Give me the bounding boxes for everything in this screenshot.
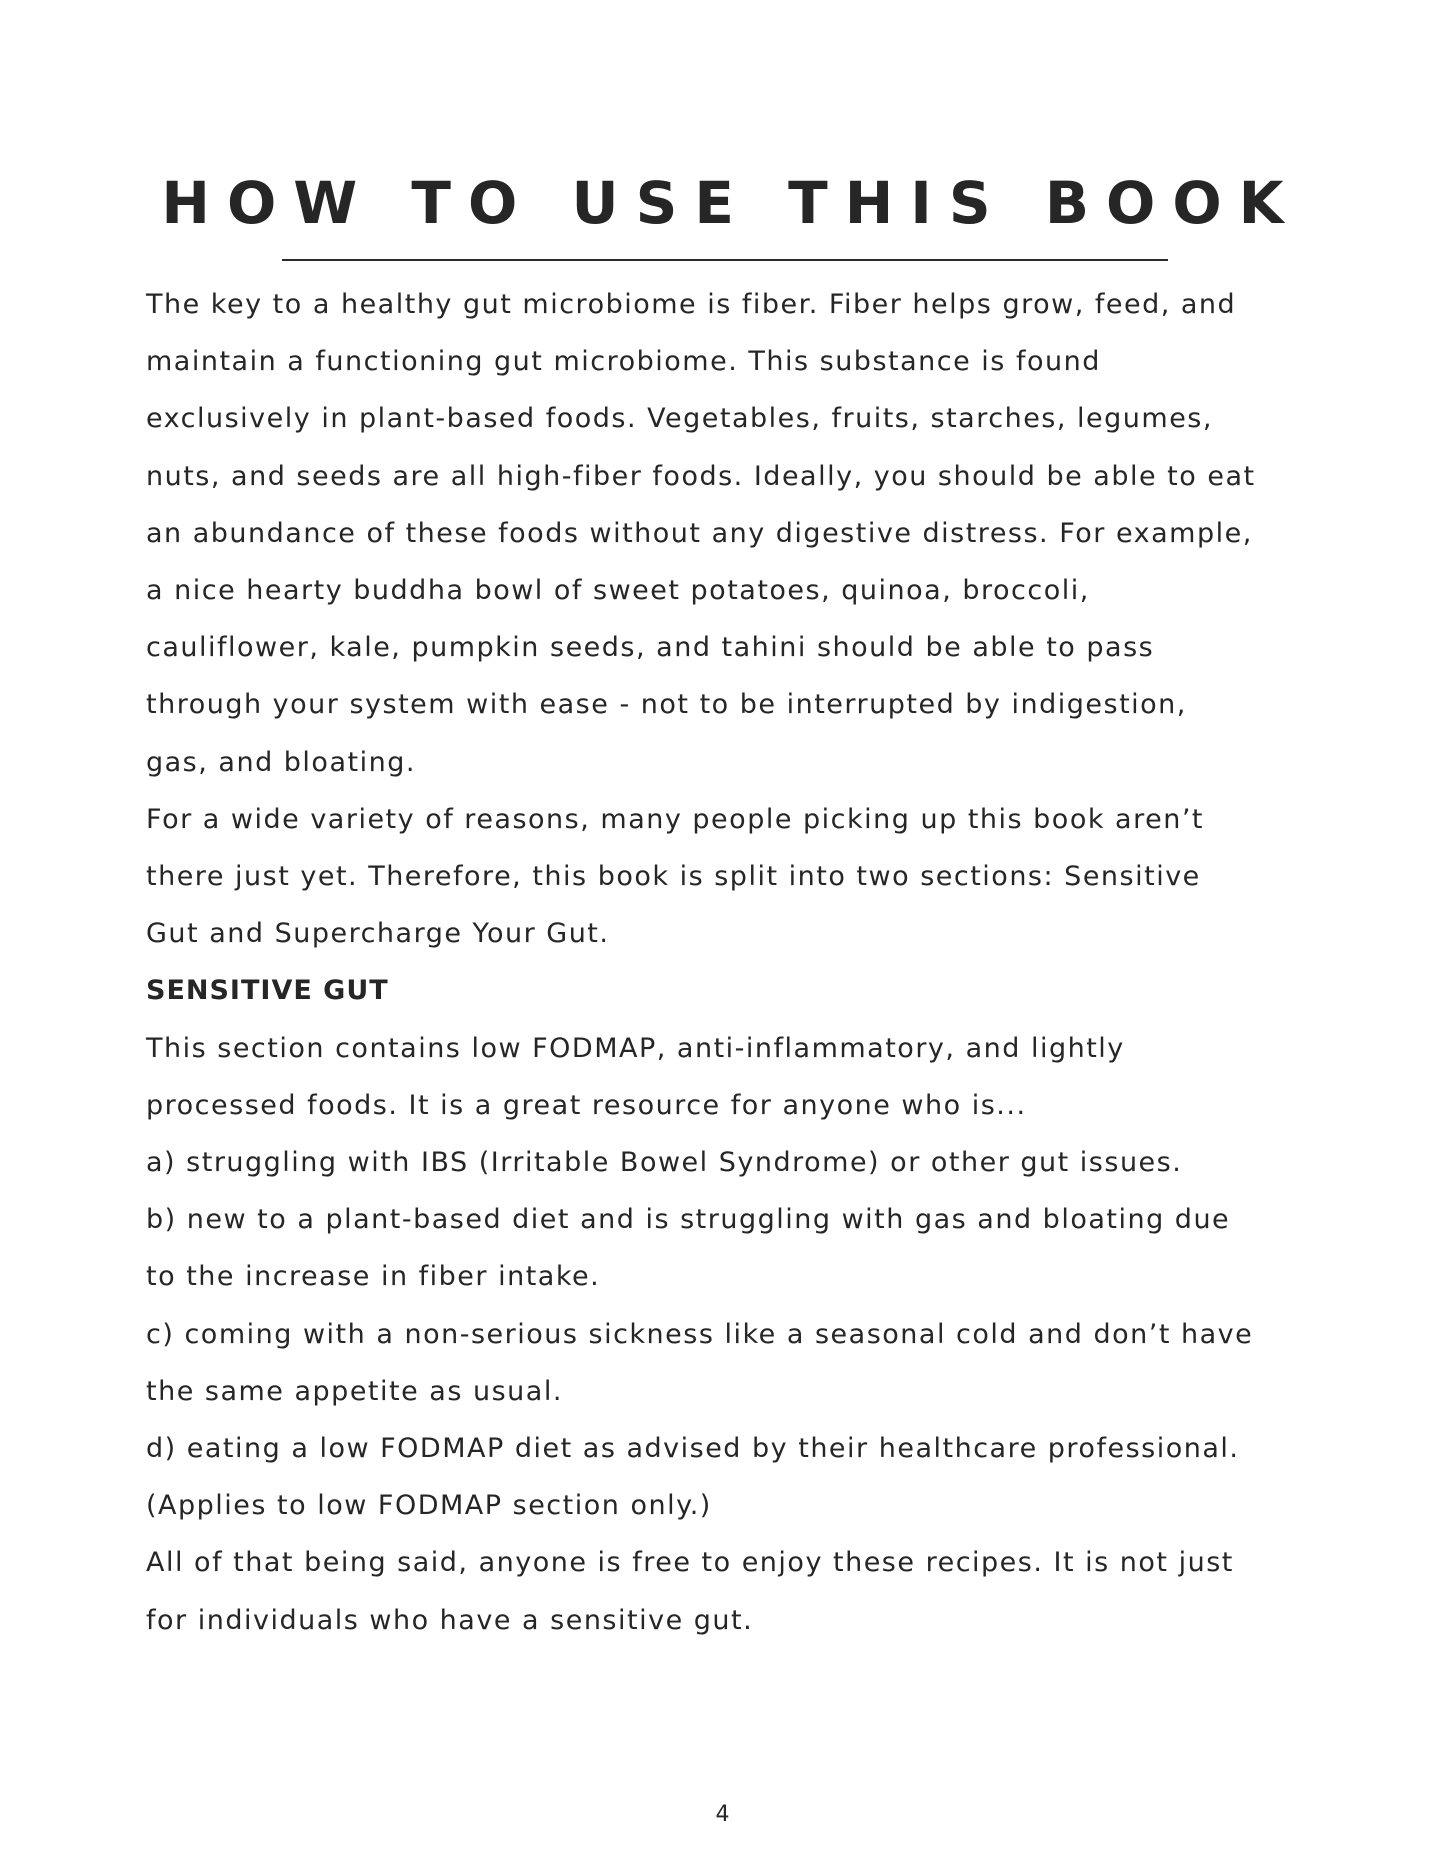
title-underline-divider	[282, 259, 1168, 261]
paragraph-line: a nice hearty buddha bowl of sweet potatoes, quinoa, broccoli,	[146, 575, 1090, 607]
body-text	[146, 276, 1296, 1649]
page-number: 4	[715, 1802, 730, 1827]
paragraph-line: processed foods. It is a great resource for anyone who is...	[146, 1089, 1027, 1121]
paragraph-line: there just yet. Therefore, this book is split into two sections: Sensitive	[146, 861, 1201, 893]
list-item-continuation: to the increase in fiber intake.	[146, 1261, 601, 1293]
list-item: b) new to a plant-based diet and is struggling with gas and bloating due	[146, 1204, 1231, 1236]
page-title: HOW TO USE THIS BOOK	[161, 169, 1301, 237]
list-item: a) struggling with IBS (Irritable Bowel Syndrome) or other gut issues.	[146, 1147, 1183, 1179]
paragraph-line: through your system with ease - not to be interrupted by indigestion,	[146, 689, 1187, 721]
paragraph-line: The key to a healthy gut microbiome is fiber. Fiber helps grow, feed, and	[146, 289, 1237, 320]
paragraph-line: maintain a functioning gut microbiome. This substance is found	[146, 346, 1101, 378]
paragraph-line: Gut and Supercharge Your Gut.	[146, 918, 610, 950]
paragraph-line: For a wide variety of reasons, many people picking up this book aren’t	[146, 803, 1205, 835]
list-item: d) eating a low FODMAP diet as advised by their healthcare professional.	[146, 1433, 1240, 1465]
section-heading: SENSITIVE GUT	[146, 975, 389, 1007]
paragraph-line: an abundance of these foods without any digestive distress. For example,	[146, 517, 1253, 549]
list-item: c) coming with a non-serious sickness like a seasonal cold and don’t have	[146, 1318, 1254, 1350]
paragraph-line: cauliflower, kale, pumpkin seeds, and tahini should be able to pass	[146, 632, 1155, 664]
paragraph-line: All of that being said, anyone is free to enjoy these recipes. It is not just	[146, 1547, 1234, 1579]
paragraph-line: This section contains low FODMAP, anti-inflammatory, and lightly	[146, 1032, 1125, 1064]
paragraph-line: nuts, and seeds are all high-fiber foods. Ideally, you should be able to eat	[146, 460, 1256, 492]
paragraph-line: exclusively in plant-based foods. Vegetables, fruits, starches, legumes,	[146, 403, 1213, 435]
paragraph-line: for individuals who have a sensitive gut.	[146, 1604, 754, 1636]
list-item-continuation: (Applies to low FODMAP section only.)	[146, 1490, 712, 1522]
list-item-continuation: the same appetite as usual.	[146, 1375, 563, 1407]
paragraph-line: gas, and bloating.	[146, 746, 416, 778]
